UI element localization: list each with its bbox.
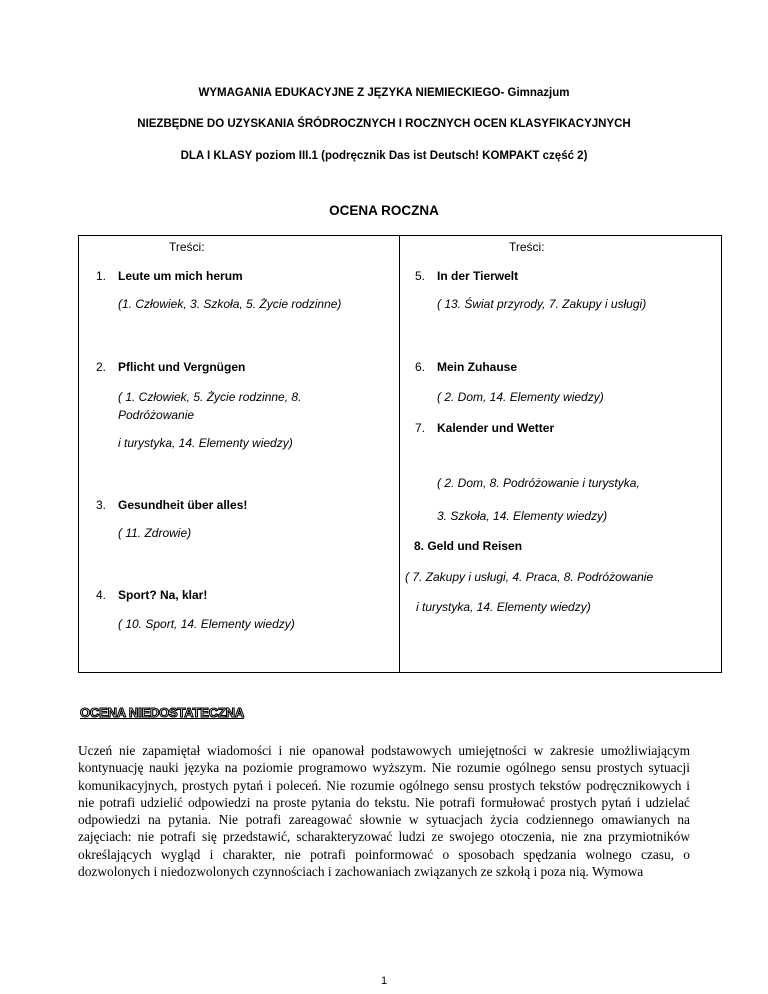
topic-number: 4.: [96, 588, 107, 602]
topic-details: ( 2. Dom, 8. Podróżowanie i turystyka,: [437, 476, 640, 490]
column-divider: [399, 236, 400, 672]
topic-number: 1.: [96, 269, 107, 283]
page-number: 1: [380, 975, 388, 987]
topic-details: Podróżowanie: [118, 408, 195, 422]
topic-details: ( 10. Sport, 14. Elementy wiedzy): [118, 617, 295, 631]
topic-number: 5.: [415, 269, 426, 283]
grade-description: Uczeń nie zapamiętał wiadomości i nie opanował podstawowych umiejętności w zakresie umożliwiającym kontynuację nauki języka na poziomie programowo wyższym. Nie rozumie ogólnego sensu prostych sytuacji komunikacyjnych, prostych pytań i poleceń. Nie rozumie ogólnego sensu prostych tekstów podręcznikowych i nie potrafi udzielić odpowiedzi na proste pytania do tekstu. Nie potrafi formułować prostych pytań i udzielać odpowiedzi na pytania. Nie potrafi zareagować słownie w sytuacjach życia codziennego omawianych na zajęciach: nie potrafi się przedstawić, scharakteryzować ludzi ze swojego otoczenia, nie zna przymiotników określających wygląd i charakter, nie potrafi poinformować o sposobach spędzania wolnego czasu, o dozwolonych i niedozwolonych czynnościach i zachowaniach związanych ze szkołą i poza nią. Wymowa: [78, 743, 690, 880]
left-column-header: Treści:: [169, 240, 205, 254]
topic-number: 7.: [415, 421, 426, 435]
topic-title: Mein Zuhause: [437, 360, 518, 374]
topic-details: ( 7. Zakupy i usługi, 4. Praca, 8. Podróżowanie: [405, 570, 654, 584]
topic-details: ( 1. Człowiek, 5. Życie rodzinne, 8.: [118, 390, 302, 404]
topic-title: Leute um mich herum: [118, 269, 243, 283]
topic-title: In der Tierwelt: [437, 269, 519, 283]
topic-details: ( 11. Zdrowie): [118, 526, 192, 540]
topic-number: 3.: [96, 498, 107, 512]
topic-details: ( 2. Dom, 14. Elementy wiedzy): [437, 390, 604, 404]
topic-number: 6.: [415, 360, 426, 374]
content-table: [78, 235, 722, 673]
topic-details: ( 13. Świat przyrody, 7. Zakupy i usługi): [437, 297, 647, 311]
topic-title: Sport? Na, klar!: [118, 588, 208, 602]
grade-heading: OCENA NIEDOSTATECZNA: [80, 705, 245, 720]
topic-title: Kalender und Wetter: [437, 421, 555, 435]
topic-title: Gesundheit über alles!: [118, 498, 248, 512]
topic-details: i turystyka, 14. Elementy wiedzy): [118, 436, 293, 450]
topic-details: i turystyka, 14. Elementy wiedzy): [416, 600, 591, 614]
document-title: WYMAGANIA EDUKACYJNE Z JĘZYKA NIEMIECKIEGO- Gimnazjum: [198, 87, 570, 99]
right-column-header: Treści:: [509, 240, 545, 254]
document-class-info: DLA I KLASY poziom III.1 (podręcznik Das ist Deutsch! KOMPAKT część 2): [180, 150, 588, 162]
topic-details: 3. Szkoła, 14. Elementy wiedzy): [437, 509, 608, 523]
section-title: OCENA ROCZNA: [329, 203, 439, 218]
topic-title: Pflicht und Vergnügen: [118, 360, 246, 374]
topic-details: (1. Człowiek, 3. Szkoła, 5. Życie rodzinne): [118, 297, 342, 311]
topic-number: 2.: [96, 360, 107, 374]
document-subtitle: NIEZBĘDNE DO UZYSKANIA ŚRÓDROCZNYCH I ROCZNYCH OCEN KLASYFIKACYJNYCH: [137, 118, 631, 130]
topic-title: 8. Geld und Reisen: [414, 539, 523, 553]
